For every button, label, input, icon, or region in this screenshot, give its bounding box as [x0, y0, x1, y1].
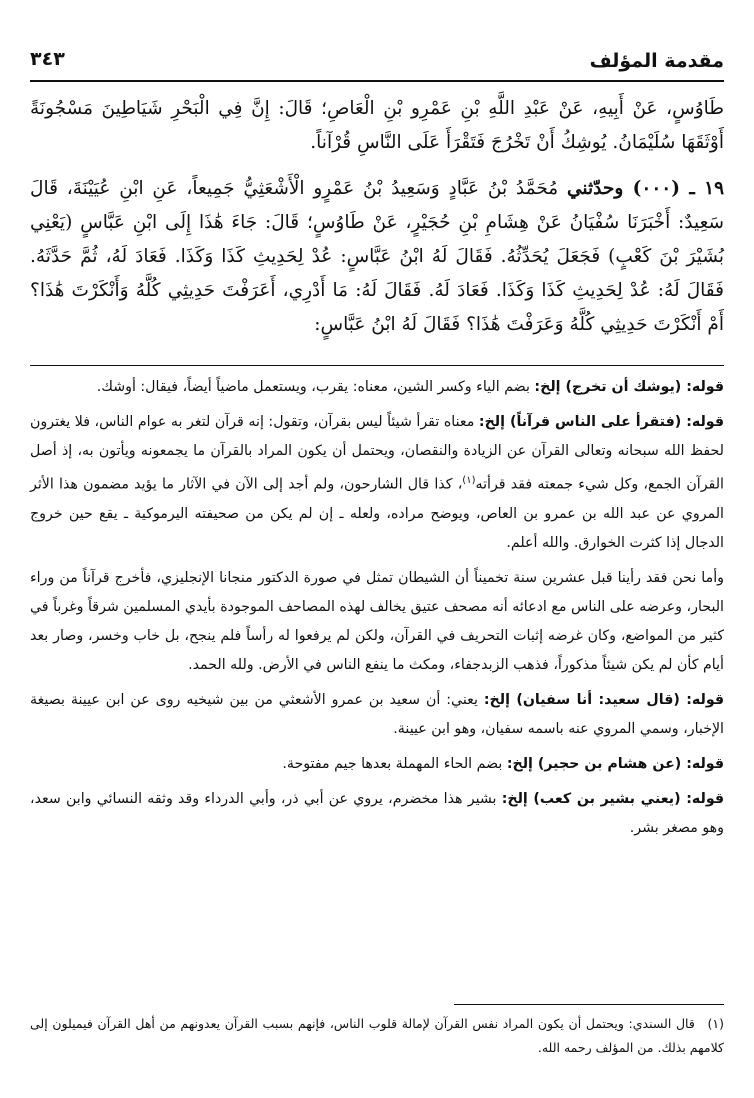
commentary-text: بضم الياء وكسر الشين، معناه: يقرب، ويستعمل ماضياً أيضاً، فيقال: أوشك. — [96, 379, 530, 395]
commentary-text: يعني: أن سعيد بن عمرو الأشعثي من بين شيخيه روى عن ابن عيينة بصيغة الإخبار، وسمي المروي عنه باسمه سفيان، وهو ابن عيينة. — [30, 691, 724, 737]
commentary-block — [30, 373, 724, 849]
hadith-entry — [30, 172, 724, 342]
page-number: ٣٤٣ — [30, 48, 65, 70]
commentary-text: معناه تقرأ شيئاً ليس بقرآن، وتقول: إنه قرآن لتغر به عوام الناس، فلا يغترون لحفظ الله سبحانه وتعالى القرآن عن الزيادة والنقصان، ويحتمل أن يكون المراد بالقرآن ما يجمعونه ويأتون به، إذ أصل القرآن الجمع، وكل شيء جمعته فقد قرأته — [30, 414, 724, 493]
footnote — [30, 1012, 724, 1060]
hadith-continuation: طَاوُسٍ، عَنْ أَبِيهِ، عَنْ عَبْدِ اللَّهِ بْنِ عَمْرِو بْنِ الْعَاصِ؛ قَالَ: إِنَّ فِي الْبَحْرِ شَيَاطِينَ مَسْجُونَةً أَوْثَقَهَا سُلَيْمَانُ. يُوشِكُ أَنْ تَخْرُجَ فَتَقْرَأَ عَلَى النَّاسِ قُرْآناً. — [30, 98, 724, 153]
commentary-text: بضم الحاء المهملة بعدها جيم مفتوحة. — [282, 755, 503, 772]
footnote-reference[interactable]: (١) — [462, 475, 476, 486]
footnote-number: (١) — [707, 1016, 724, 1031]
footnote-separator — [454, 1004, 724, 1005]
commentary-text: وأما نحن فقد رأينا قبل عشرين سنة تخميناً أن الشيطان تمثل في صورة الدكتور منجانا الإنجليزي، فأخرج قرآناً من وراء البحار، وعرضه على الناس مع ادعائه أنه مصحف عتيق يخالف لهذه المصاحف الموجودة بأيدي المسلمين شرقاً وغرباً في كثير من المواضع، وكان غرضه إثبات التحريف في القرآن، ولكن لم يرفعوا له رأساً فلم ينجح، بل خاب وخسر، وصار بعد أيام كأن لم يكن شيئاً مذكوراً، فذهب الزبدجفاء، ومكث ما ينفع الناس في الأرض. ولله الحمد. — [29, 569, 724, 673]
commentary-text-continued: ، كذا قال الشارحون، ولم أجد إلى الآن في الآثار ما يؤيد مضمون هذا الأثر المروي عن عبد الله بن عمرو بن العاص، ويوضح مراده، ولعله ـ إن لم يكن من صحيفته اليرموكية ـ يقع حين خروج الدجال إذا كثرت الخوارق. والله أعلم. — [30, 476, 724, 551]
footnote-text: قال السندي: ويحتمل أن يكون المراد نفس القرآن لإمالة قلوب الناس، فإنهم بسبب القرآن يعدونهم من أهل القرآن فيميلون إلى كلامهم بذلك. من المؤلف رحمه الله. — [30, 1016, 724, 1055]
commentary-item — [30, 373, 724, 402]
hadith-number: ١٩ ـ (٠٠٠) وحدّثني — [567, 178, 725, 199]
section-title: مقدمة المؤلف — [589, 50, 724, 72]
commentary-item — [30, 408, 724, 558]
commentary-text: بشير هذا مخضرم، يروي عن أبي ذر، وأبي الدرداء وقد وثقه النسائي وابن سعد، وهو مصغر بشر. — [30, 790, 724, 836]
page-header — [30, 40, 724, 82]
commentary-label: قوله: (قال سعيد: أنا سفيان) إلخ: — [483, 691, 724, 708]
text-separator — [30, 365, 724, 366]
commentary-label: قوله: (يعني بشير بن كعب) إلخ: — [501, 790, 725, 807]
commentary-label: قوله: (عن هشام بن حجير) إلخ: — [506, 755, 724, 772]
commentary-item — [30, 686, 724, 744]
hadith-text: مُحَمَّدُ بْنُ عَبَّادٍ وَسَعِيدُ بْنُ عَمْرٍو الْأَشْعَثِيُّ جَمِيعاً، عَنِ ابْنِ عُيَيْنَةَ، قَالَ سَعِيدٌ: أَخْبَرَنَا سُفْيَانُ عَنْ هِشَامِ بْنِ حُجَيْرٍ، عَنْ طَاوُسٍ؛ قَالَ: جَاءَ هَٰذَا إِلَى ابْنِ عَبَّاسٍ (يَعْنِي بُشَيْرَ بْنَ كَعْبٍ) فَجَعَلَ يُحَدِّثُهُ. فَقَالَ لَهُ ابْنُ عَبَّاسٍ: عُدْ لِحَدِيثِ كَذَا وَكَذَا. فَعَادَ لَهُ، ثُمَّ حَدَّثَهُ. فَقَالَ لَهُ: عُدْ لِحَدِيثِ كَذَا وَكَذَا. فَعَادَ لَهُ. فَقَالَ لَهُ: مَا أَدْرِي، أَعَرَفْتَ حَدِيثِي كُلَّهُ وَأَنْكَرْتَ هَٰذَا؟ أَمْ أَنْكَرْتَ حَدِيثِي كُلَّهُ وَعَرَفْتَ هَٰذَا؟ فَقَالَ لَهُ ابْنُ عَبَّاسٍ: — [30, 178, 724, 335]
commentary-label: قوله: (يوشك أن تخرج) إلخ: — [534, 379, 724, 395]
commentary-label: قوله: (فتقرأ على الناس قرآناً) إلخ: — [478, 414, 724, 430]
commentary-item — [30, 785, 724, 843]
hadith-block — [30, 92, 724, 342]
commentary-item — [30, 564, 724, 680]
commentary-item — [30, 750, 724, 779]
